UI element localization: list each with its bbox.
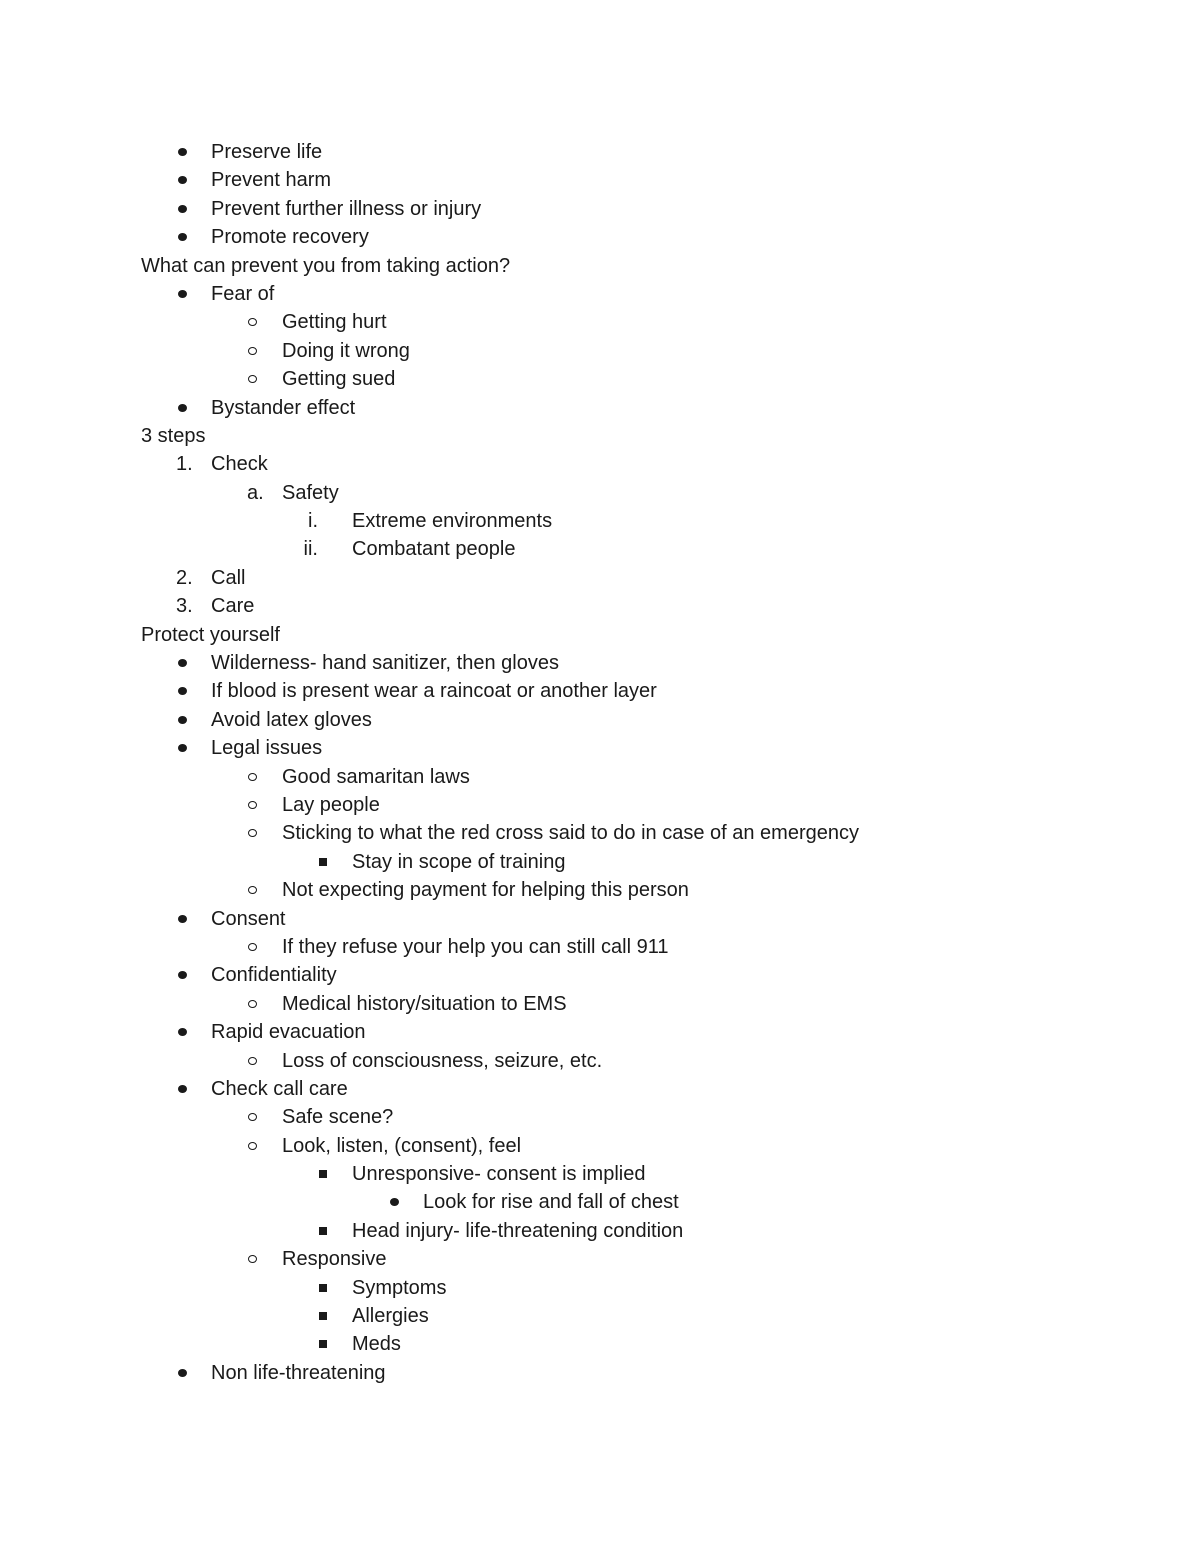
- bullet-disc-icon: [178, 659, 187, 667]
- bullet-square-icon: [319, 1170, 327, 1178]
- bullet-disc-icon: [178, 205, 187, 213]
- list-item: Look for rise and fall of chest: [0, 1188, 1200, 1216]
- list-item: Preserve life: [0, 138, 1200, 166]
- list-item: a. Safety: [0, 479, 1200, 507]
- list-item: Good samaritan laws: [0, 763, 1200, 791]
- bullet-disc-icon: [178, 290, 187, 298]
- section-heading: Protect yourself: [141, 623, 280, 646]
- list-number: 3.: [176, 595, 193, 618]
- bullet-circle-icon: [248, 347, 257, 355]
- list-item: Meds: [0, 1330, 1200, 1358]
- list-item: Fear of: [0, 280, 1200, 308]
- list-item: Responsive: [0, 1245, 1200, 1273]
- list-item: Avoid latex gloves: [0, 706, 1200, 734]
- list-item: Promote recovery: [0, 223, 1200, 251]
- list-roman: ii.: [303, 538, 318, 561]
- bullet-circle-icon: [248, 943, 257, 951]
- bullet-square-icon: [319, 1227, 327, 1235]
- bullet-disc-icon: [178, 1085, 187, 1093]
- bullet-disc-icon: [178, 971, 187, 979]
- bullet-disc-icon: [178, 233, 187, 241]
- document-page: [0, 138, 1200, 1387]
- list-item: Non life-threatening: [0, 1359, 1200, 1387]
- list-item: Doing it wrong: [0, 337, 1200, 365]
- list-item: Stay in scope of training: [0, 848, 1200, 876]
- bullet-disc-icon: [178, 915, 187, 923]
- list-item: Check call care: [0, 1075, 1200, 1103]
- bullet-circle-icon: [248, 801, 257, 809]
- bullet-disc-icon: [178, 744, 187, 752]
- bullet-circle-icon: [248, 773, 257, 781]
- list-item: Prevent further illness or injury: [0, 195, 1200, 223]
- list-item: Confidentiality: [0, 961, 1200, 989]
- list-item: Getting sued: [0, 365, 1200, 393]
- bullet-square-icon: [319, 1284, 327, 1292]
- list-item: Lay people: [0, 791, 1200, 819]
- list-item: Rapid evacuation: [0, 1018, 1200, 1046]
- list-item: Unresponsive- consent is implied: [0, 1160, 1200, 1188]
- list-number: 2.: [176, 566, 193, 589]
- list-number: 1.: [176, 453, 193, 476]
- list-item: Prevent harm: [0, 166, 1200, 194]
- bullet-disc-icon: [178, 404, 187, 412]
- bullet-circle-icon: [248, 318, 257, 326]
- bullet-square-icon: [319, 1340, 327, 1348]
- bullet-square-icon: [319, 1312, 327, 1320]
- list-item: Consent: [0, 905, 1200, 933]
- list-item: i. Extreme environments: [0, 507, 1200, 535]
- list-item: Loss of consciousness, seizure, etc.: [0, 1047, 1200, 1075]
- list-roman: i.: [308, 510, 318, 533]
- list-item: Getting hurt: [0, 308, 1200, 336]
- list-item: Sticking to what the red cross said to do in case of an emergency: [0, 819, 1200, 847]
- list-item: Allergies: [0, 1302, 1200, 1330]
- bullet-disc-icon: [178, 687, 187, 695]
- list-item: 3. Care: [0, 592, 1200, 620]
- list-item: Look, listen, (consent), feel: [0, 1132, 1200, 1160]
- bullet-circle-icon: [248, 886, 257, 894]
- list-item: Bystander effect: [0, 394, 1200, 422]
- section-heading: 3 steps: [141, 424, 206, 447]
- list-item: If they refuse your help you can still call 911: [0, 933, 1200, 961]
- bullet-disc-icon: [390, 1198, 399, 1206]
- bullet-circle-icon: [248, 375, 257, 383]
- bullet-circle-icon: [248, 1255, 257, 1263]
- list-item: Not expecting payment for helping this person: [0, 876, 1200, 904]
- section-heading: What can prevent you from taking action?: [141, 254, 511, 277]
- list-item: Medical history/situation to EMS: [0, 990, 1200, 1018]
- bullet-disc-icon: [178, 1369, 187, 1377]
- list-item: Legal issues: [0, 734, 1200, 762]
- bullet-circle-icon: [248, 1142, 257, 1150]
- list-item: Wilderness- hand sanitizer, then gloves: [0, 649, 1200, 677]
- bullet-circle-icon: [248, 829, 257, 837]
- list-item: Head injury- life-threatening condition: [0, 1217, 1200, 1245]
- list-letter: a.: [247, 481, 264, 504]
- bullet-circle-icon: [248, 1113, 257, 1121]
- list-item: Symptoms: [0, 1274, 1200, 1302]
- list-item: 2. Call: [0, 564, 1200, 592]
- bullet-disc-icon: [178, 716, 187, 724]
- list-item: Safe scene?: [0, 1103, 1200, 1131]
- list-item: If blood is present wear a raincoat or another layer: [0, 677, 1200, 705]
- bullet-circle-icon: [248, 1000, 257, 1008]
- list-item: ii. Combatant people: [0, 535, 1200, 563]
- list-item: 1. Check: [0, 450, 1200, 478]
- bullet-disc-icon: [178, 148, 187, 156]
- bullet-disc-icon: [178, 1028, 187, 1036]
- bullet-circle-icon: [248, 1057, 257, 1065]
- bullet-square-icon: [319, 858, 327, 866]
- bullet-disc-icon: [178, 176, 187, 184]
